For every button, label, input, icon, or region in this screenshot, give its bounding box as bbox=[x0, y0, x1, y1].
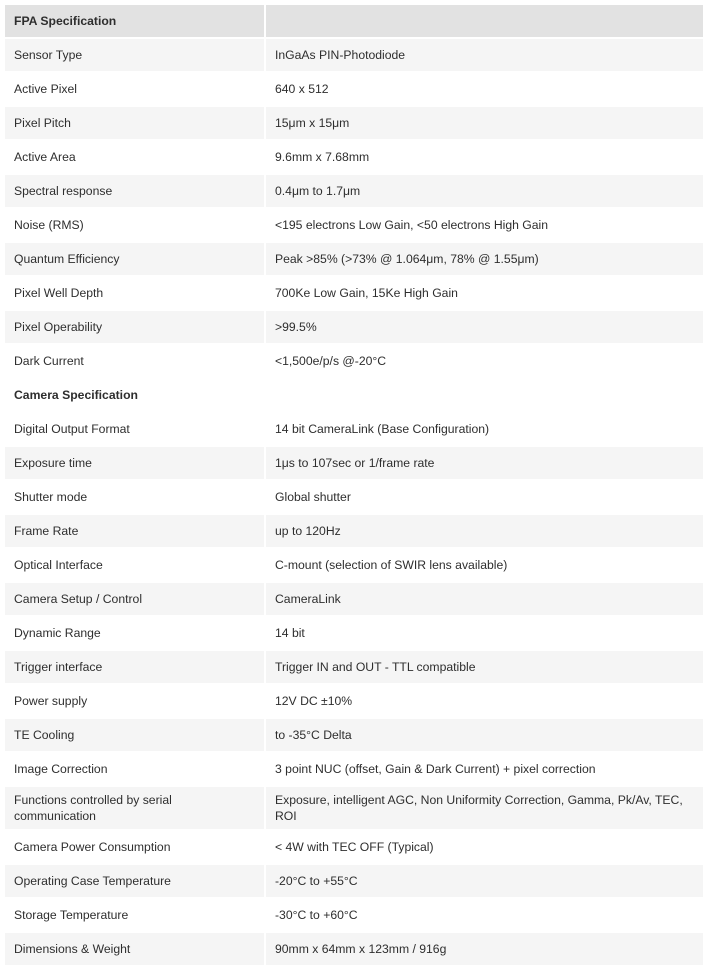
section-header-camera bbox=[5, 379, 703, 411]
spec-label: Dark Current bbox=[5, 345, 264, 377]
specification-table bbox=[3, 3, 705, 967]
table-row bbox=[5, 209, 703, 241]
spec-label: Pixel Pitch bbox=[5, 107, 264, 139]
table-row bbox=[5, 243, 703, 275]
table-row bbox=[5, 311, 703, 343]
section-header-fpa bbox=[5, 5, 703, 37]
table-row bbox=[5, 345, 703, 377]
spec-label: TE Cooling bbox=[5, 719, 264, 751]
spec-label: Camera Power Consumption bbox=[5, 831, 264, 863]
table-row bbox=[5, 617, 703, 649]
table-row bbox=[5, 141, 703, 173]
spec-label: Operating Case Temperature bbox=[5, 865, 264, 897]
table-row bbox=[5, 481, 703, 513]
spec-value: 1μs to 107sec or 1/frame rate bbox=[266, 447, 703, 479]
spec-value: C-mount (selection of SWIR lens available) bbox=[266, 549, 703, 581]
spec-value: 640 x 512 bbox=[266, 73, 703, 105]
spec-value: CameraLink bbox=[266, 583, 703, 615]
table-row bbox=[5, 515, 703, 547]
spec-value: <195 electrons Low Gain, <50 electrons High Gain bbox=[266, 209, 703, 241]
table-row bbox=[5, 39, 703, 71]
spec-label: Digital Output Format bbox=[5, 413, 264, 445]
spec-value: <1,500e/p/s @-20°C bbox=[266, 345, 703, 377]
spec-value: Trigger IN and OUT - TTL compatible bbox=[266, 651, 703, 683]
spec-value: 3 point NUC (offset, Gain & Dark Current) + pixel correction bbox=[266, 753, 703, 785]
table-row bbox=[5, 685, 703, 717]
specification-table-body bbox=[5, 5, 703, 965]
spec-label: Pixel Operability bbox=[5, 311, 264, 343]
table-row bbox=[5, 787, 703, 829]
spec-label: Power supply bbox=[5, 685, 264, 717]
spec-label: Functions controlled by serial communication bbox=[5, 787, 264, 829]
spec-label: Image Correction bbox=[5, 753, 264, 785]
table-row bbox=[5, 175, 703, 207]
table-row bbox=[5, 447, 703, 479]
spec-label: Storage Temperature bbox=[5, 899, 264, 931]
table-row bbox=[5, 651, 703, 683]
spec-value: -20°C to +55°C bbox=[266, 865, 703, 897]
table-row bbox=[5, 865, 703, 897]
spec-value: 90mm x 64mm x 123mm / 916g bbox=[266, 933, 703, 965]
table-row bbox=[5, 719, 703, 751]
table-row bbox=[5, 753, 703, 785]
spec-label: Noise (RMS) bbox=[5, 209, 264, 241]
spec-value: up to 120Hz bbox=[266, 515, 703, 547]
table-row bbox=[5, 831, 703, 863]
table-row bbox=[5, 413, 703, 445]
table-row bbox=[5, 583, 703, 615]
spec-label: Camera Setup / Control bbox=[5, 583, 264, 615]
spec-value: Exposure, intelligent AGC, Non Uniformity Correction, Gamma, Pk/Av, TEC, ROI bbox=[266, 787, 703, 829]
spec-value: to -35°C Delta bbox=[266, 719, 703, 751]
spec-label: Optical Interface bbox=[5, 549, 264, 581]
spec-label: Shutter mode bbox=[5, 481, 264, 513]
spec-value: 9.6mm x 7.68mm bbox=[266, 141, 703, 173]
spec-value: 15μm x 15μm bbox=[266, 107, 703, 139]
spec-value: InGaAs PIN-Photodiode bbox=[266, 39, 703, 71]
spec-label: Exposure time bbox=[5, 447, 264, 479]
table-row bbox=[5, 899, 703, 931]
spec-label: Sensor Type bbox=[5, 39, 264, 71]
table-row bbox=[5, 549, 703, 581]
spec-label: Trigger interface bbox=[5, 651, 264, 683]
spec-value: 700Ke Low Gain, 15Ke High Gain bbox=[266, 277, 703, 309]
spec-value: 14 bit CameraLink (Base Configuration) bbox=[266, 413, 703, 445]
section-header-empty-cell bbox=[266, 379, 703, 411]
table-row bbox=[5, 933, 703, 965]
table-row bbox=[5, 73, 703, 105]
spec-value: < 4W with TEC OFF (Typical) bbox=[266, 831, 703, 863]
section-title: Camera Specification bbox=[5, 379, 264, 411]
spec-value: 0.4μm to 1.7μm bbox=[266, 175, 703, 207]
spec-value: >99.5% bbox=[266, 311, 703, 343]
spec-label: Active Area bbox=[5, 141, 264, 173]
spec-label: Pixel Well Depth bbox=[5, 277, 264, 309]
spec-label: Quantum Efficiency bbox=[5, 243, 264, 275]
spec-value: -30°C to +60°C bbox=[266, 899, 703, 931]
section-header-empty-cell bbox=[266, 5, 703, 37]
spec-label: Dynamic Range bbox=[5, 617, 264, 649]
spec-label: Active Pixel bbox=[5, 73, 264, 105]
spec-label: Spectral response bbox=[5, 175, 264, 207]
table-row bbox=[5, 107, 703, 139]
spec-label: Dimensions & Weight bbox=[5, 933, 264, 965]
spec-label: Frame Rate bbox=[5, 515, 264, 547]
spec-value: 14 bit bbox=[266, 617, 703, 649]
spec-value: 12V DC ±10% bbox=[266, 685, 703, 717]
spec-value: Peak >85% (>73% @ 1.064μm, 78% @ 1.55μm) bbox=[266, 243, 703, 275]
spec-value: Global shutter bbox=[266, 481, 703, 513]
section-title: FPA Specification bbox=[5, 5, 264, 37]
table-row bbox=[5, 277, 703, 309]
